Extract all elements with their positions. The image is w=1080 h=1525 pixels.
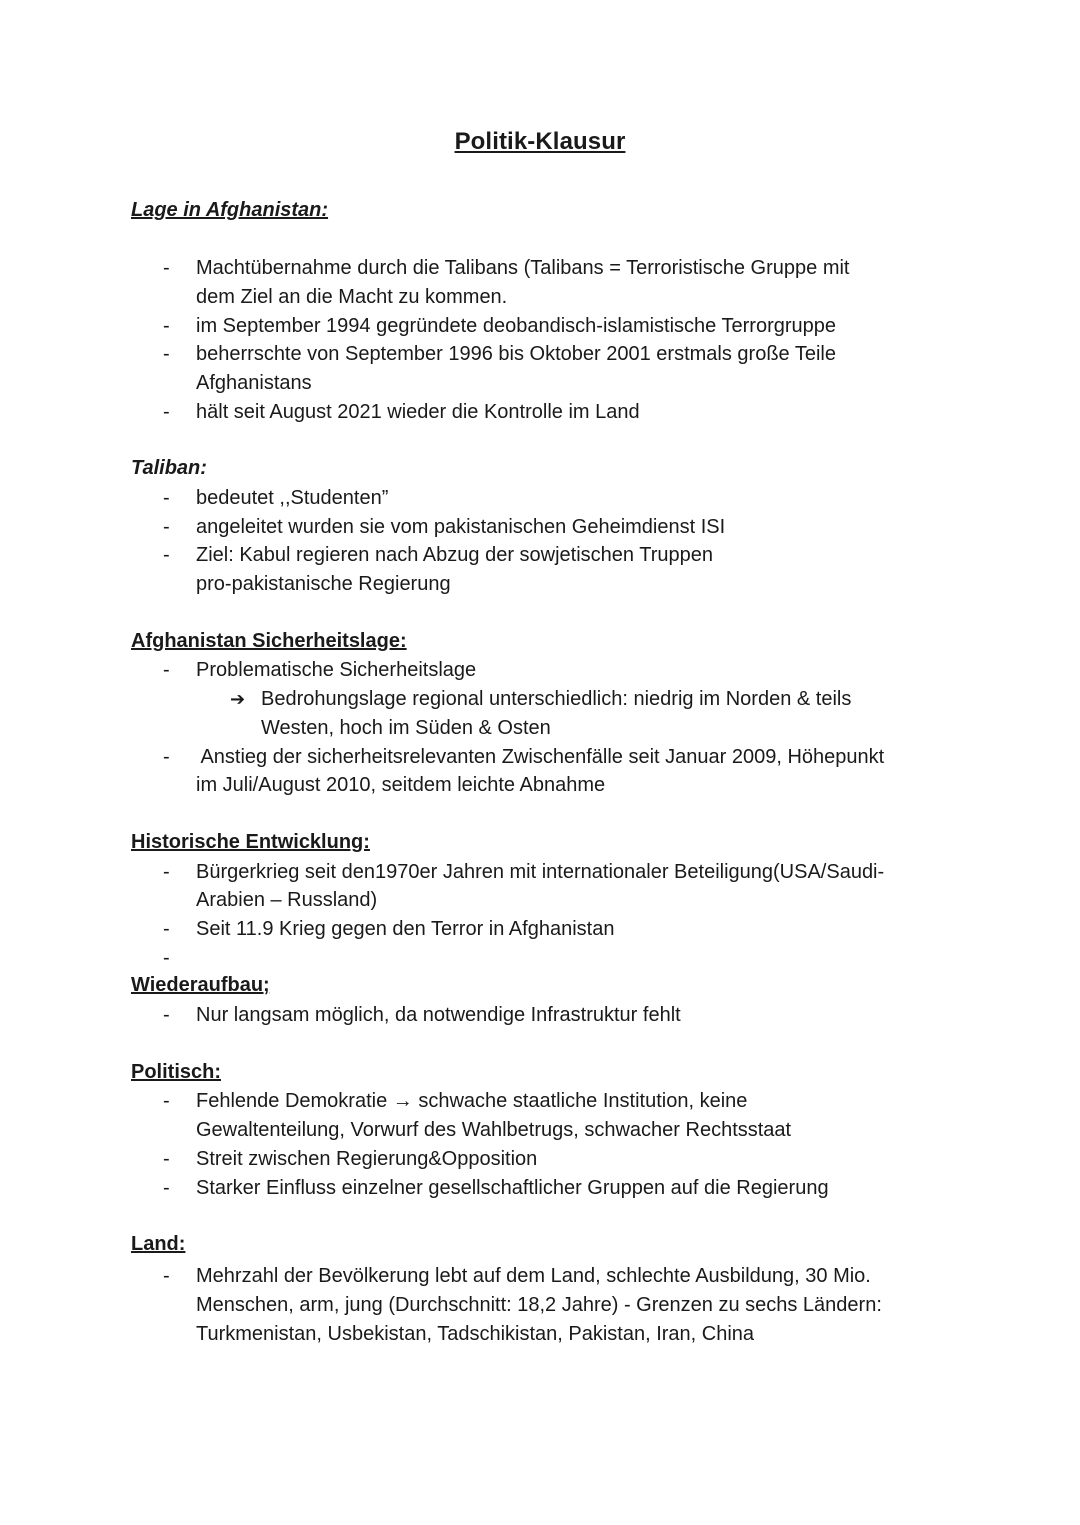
land-bullet-1-line-1: Mehrzahl der Bevölkerung lebt auf dem Land, schlechte Ausbildung, 30 Mio.: [196, 1265, 871, 1287]
bullet-dash: -: [163, 257, 170, 279]
bullet-dash: -: [163, 1177, 170, 1199]
historisch-bullet-2: Seit 11.9 Krieg gegen den Terror in Afghanistan: [196, 918, 615, 940]
bullet-dash: -: [163, 1004, 170, 1026]
politisch-bullet-3: Starker Einfluss einzelner gesellschaftlicher Gruppen auf die Regierung: [196, 1177, 829, 1199]
page-title: Politik-Klausur: [454, 128, 626, 155]
bullet-dash: -: [163, 343, 170, 365]
bullet-dash: -: [163, 1148, 170, 1170]
land-bullet-1-line-3: Turkmenistan, Usbekistan, Tadschikistan, Pakistan, Iran, China: [196, 1323, 755, 1345]
politisch-bullet-1-line-2: Gewaltenteilung, Vorwurf des Wahlbetrugs, schwacher Rechtsstaat: [196, 1119, 792, 1141]
bullet-dash: -: [163, 315, 170, 337]
sicherheit-sub-line-2: Westen, hoch im Süden & Osten: [261, 717, 551, 739]
lage-bullet-3-line-2: Afghanistans: [196, 372, 312, 394]
politisch-bullet-2: Streit zwischen Regierung&Opposition: [196, 1148, 538, 1170]
lage-bullet-1-line-1: Machtübernahme durch die Talibans (Talibans = Terroristische Gruppe mit: [196, 257, 850, 279]
taliban-bullet-3-line-1: Ziel: Kabul regieren nach Abzug der sowjetischen Truppen: [196, 544, 713, 566]
heading-historisch: Historische Entwicklung:: [131, 831, 370, 853]
bullet-dash: -: [163, 401, 170, 423]
lage-bullet-3-line-1: beherrschte von September 1996 bis Oktober 2001 erstmals große Teile: [196, 343, 836, 365]
wiederaufbau-bullet-1: Nur langsam möglich, da notwendige Infrastruktur fehlt: [196, 1004, 681, 1026]
bullet-dash: -: [163, 487, 170, 509]
politisch-bullet-1-line-1: Fehlende Demokratie → schwache staatliche Institution, keine: [196, 1090, 748, 1112]
heading-taliban: Taliban:: [131, 457, 207, 479]
taliban-bullet-1: bedeutet ,,Studenten”: [196, 487, 389, 509]
arrow-bullet-icon: ➔: [230, 689, 246, 709]
heading-lage: Lage in Afghanistan:: [131, 199, 329, 221]
heading-sicherheitslage: Afghanistan Sicherheitslage:: [131, 630, 407, 652]
bullet-dash: -: [163, 1090, 170, 1112]
sicherheit-sub-line-1: Bedrohungslage regional unterschiedlich: niedrig im Norden & teils: [261, 688, 852, 710]
lage-bullet-2: im September 1994 gegründete deobandisch-islamistische Terrorgruppe: [196, 315, 836, 337]
heading-land: Land:: [131, 1233, 186, 1255]
sicherheit-bullet-1: Problematische Sicherheitslage: [196, 659, 477, 681]
bullet-dash: -: [163, 659, 170, 681]
heading-politisch: Politisch:: [131, 1061, 222, 1083]
land-bullet-1-line-2: Menschen, arm, jung (Durchschnitt: 18,2 Jahre) - Grenzen zu sechs Ländern:: [196, 1294, 882, 1316]
lage-bullet-4: hält seit August 2021 wieder die Kontrolle im Land: [196, 401, 640, 423]
bullet-dash: -: [163, 918, 170, 940]
taliban-bullet-3-line-2: pro-pakistanische Regierung: [196, 573, 451, 595]
sicherheit-bullet-2-line-2: im Juli/August 2010, seitdem leichte Abnahme: [196, 774, 606, 796]
sicherheit-bullet-2-line-1: Anstieg der sicherheitsrelevanten Zwischenfälle seit Januar 2009, Höhepunkt: [196, 746, 885, 768]
historisch-bullet-1-line-2: Arabien – Russland): [196, 889, 378, 911]
bullet-dash: -: [163, 861, 170, 883]
heading-wiederaufbau: Wiederaufbau;: [131, 974, 270, 996]
lage-bullet-1-line-2: dem Ziel an die Macht zu kommen.: [196, 286, 508, 308]
bullet-dash: -: [163, 746, 170, 768]
bullet-dash-empty: -: [163, 947, 170, 969]
bullet-dash: -: [163, 544, 170, 566]
historisch-bullet-1-line-1: Bürgerkrieg seit den1970er Jahren mit internationaler Beteiligung(USA/Saudi-: [196, 861, 885, 883]
bullet-dash: -: [163, 516, 170, 538]
taliban-bullet-2: angeleitet wurden sie vom pakistanischen Geheimdienst ISI: [196, 516, 726, 538]
bullet-dash: -: [163, 1265, 170, 1287]
